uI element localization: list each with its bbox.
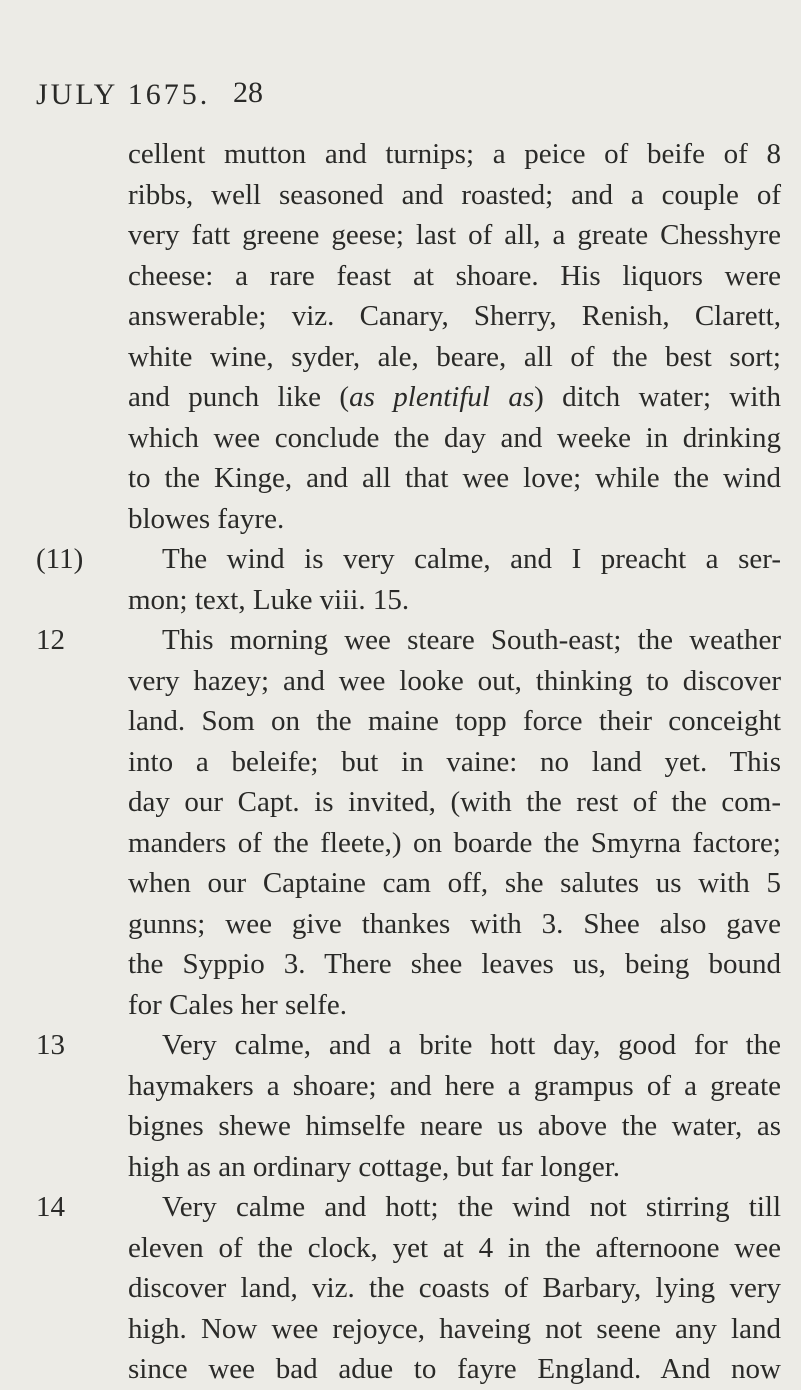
text-line: gunns; wee give thankes with 3. Shee also gave (128, 907, 781, 940)
text-line: very hazey; and wee looke out, thinking to discover (128, 664, 781, 697)
entry-date: (11) (36, 543, 84, 575)
text-line: cellent mutton and turnips; a peice of beife of 8 (128, 138, 781, 170)
text-line: Very calme, and a brite hott day, good for the (162, 1029, 781, 1061)
entry-date: 14 (36, 1191, 65, 1223)
text-line: This morning wee steare South-east; the weather (162, 624, 781, 656)
text-line: eleven of the clock, yet at 4 in the afternoone wee (128, 1231, 781, 1264)
text-line: the Syppio 3. There shee leaves us, being bound (128, 948, 781, 980)
text-line: day our Capt. is invited, (with the rest of the com- (128, 786, 781, 818)
text-line: very fatt greene geese; last of all, a greate Chesshyre (128, 219, 781, 251)
journal-entry-12 (36, 620, 781, 1025)
text-line: Very calme and hott; the wind not stirring till (162, 1191, 781, 1223)
journal-entry-14 (36, 1187, 781, 1390)
journal-entry-13 (36, 1025, 781, 1187)
entry-date: 13 (36, 1029, 65, 1061)
text-line: answerable; viz. Canary, Sherry, Renish, Clarett, (128, 300, 781, 332)
text-line: since wee bad adue to fayre England. And now (128, 1353, 781, 1385)
text-line: white wine, syder, ale, beare, all of the best sort; (128, 340, 781, 373)
text-line: high as an ordinary cottage, but far longer. (128, 1150, 621, 1183)
journal-entry-11 (36, 539, 781, 620)
text-line: manders of the fleete,) on boarde the Smyrna factore; (128, 826, 781, 859)
text-line: when our Captaine cam off, she salutes us with 5 (128, 867, 781, 899)
text-line: high. Now wee rejoyce, haveing not seene any land (128, 1312, 781, 1345)
text-line: cheese: a rare feast at shoare. His liquors were (128, 259, 781, 292)
entry-date: 12 (36, 624, 65, 656)
running-head: JULY 1675. (36, 78, 211, 111)
text-line: for Cales her selfe. (128, 988, 348, 1021)
text-line: mon; text, Luke viii. 15. (128, 583, 410, 616)
text-line: ribbs, well seasoned and roasted; and a couple of (128, 178, 781, 211)
page-header (36, 78, 776, 118)
text-line: and punch like (as plentiful as) ditch water; with (128, 381, 781, 413)
text-line: which wee conclude the day and weeke in drinking (128, 421, 781, 454)
text-line: haymakers a shoare; and here a grampus of a greate (128, 1069, 781, 1102)
journal-text (36, 134, 781, 1390)
page-number: 28 (233, 76, 263, 109)
journal-entry-continuation (36, 134, 781, 539)
text-line: land. Som on the maine topp force their conceight (128, 705, 781, 737)
text-line: into a beleife; but in vaine: no land yet. This (128, 745, 781, 778)
text-line: blowes fayre. (128, 502, 285, 535)
text-line: bignes shewe himselfe neare us above the water, as (128, 1110, 781, 1142)
text-line: to the Kinge, and all that wee love; while the wind (128, 462, 781, 494)
text-line: The wind is very calme, and I preacht a ser- (162, 543, 781, 575)
text-line: discover land, viz. the coasts of Barbary, lying very (128, 1272, 781, 1304)
